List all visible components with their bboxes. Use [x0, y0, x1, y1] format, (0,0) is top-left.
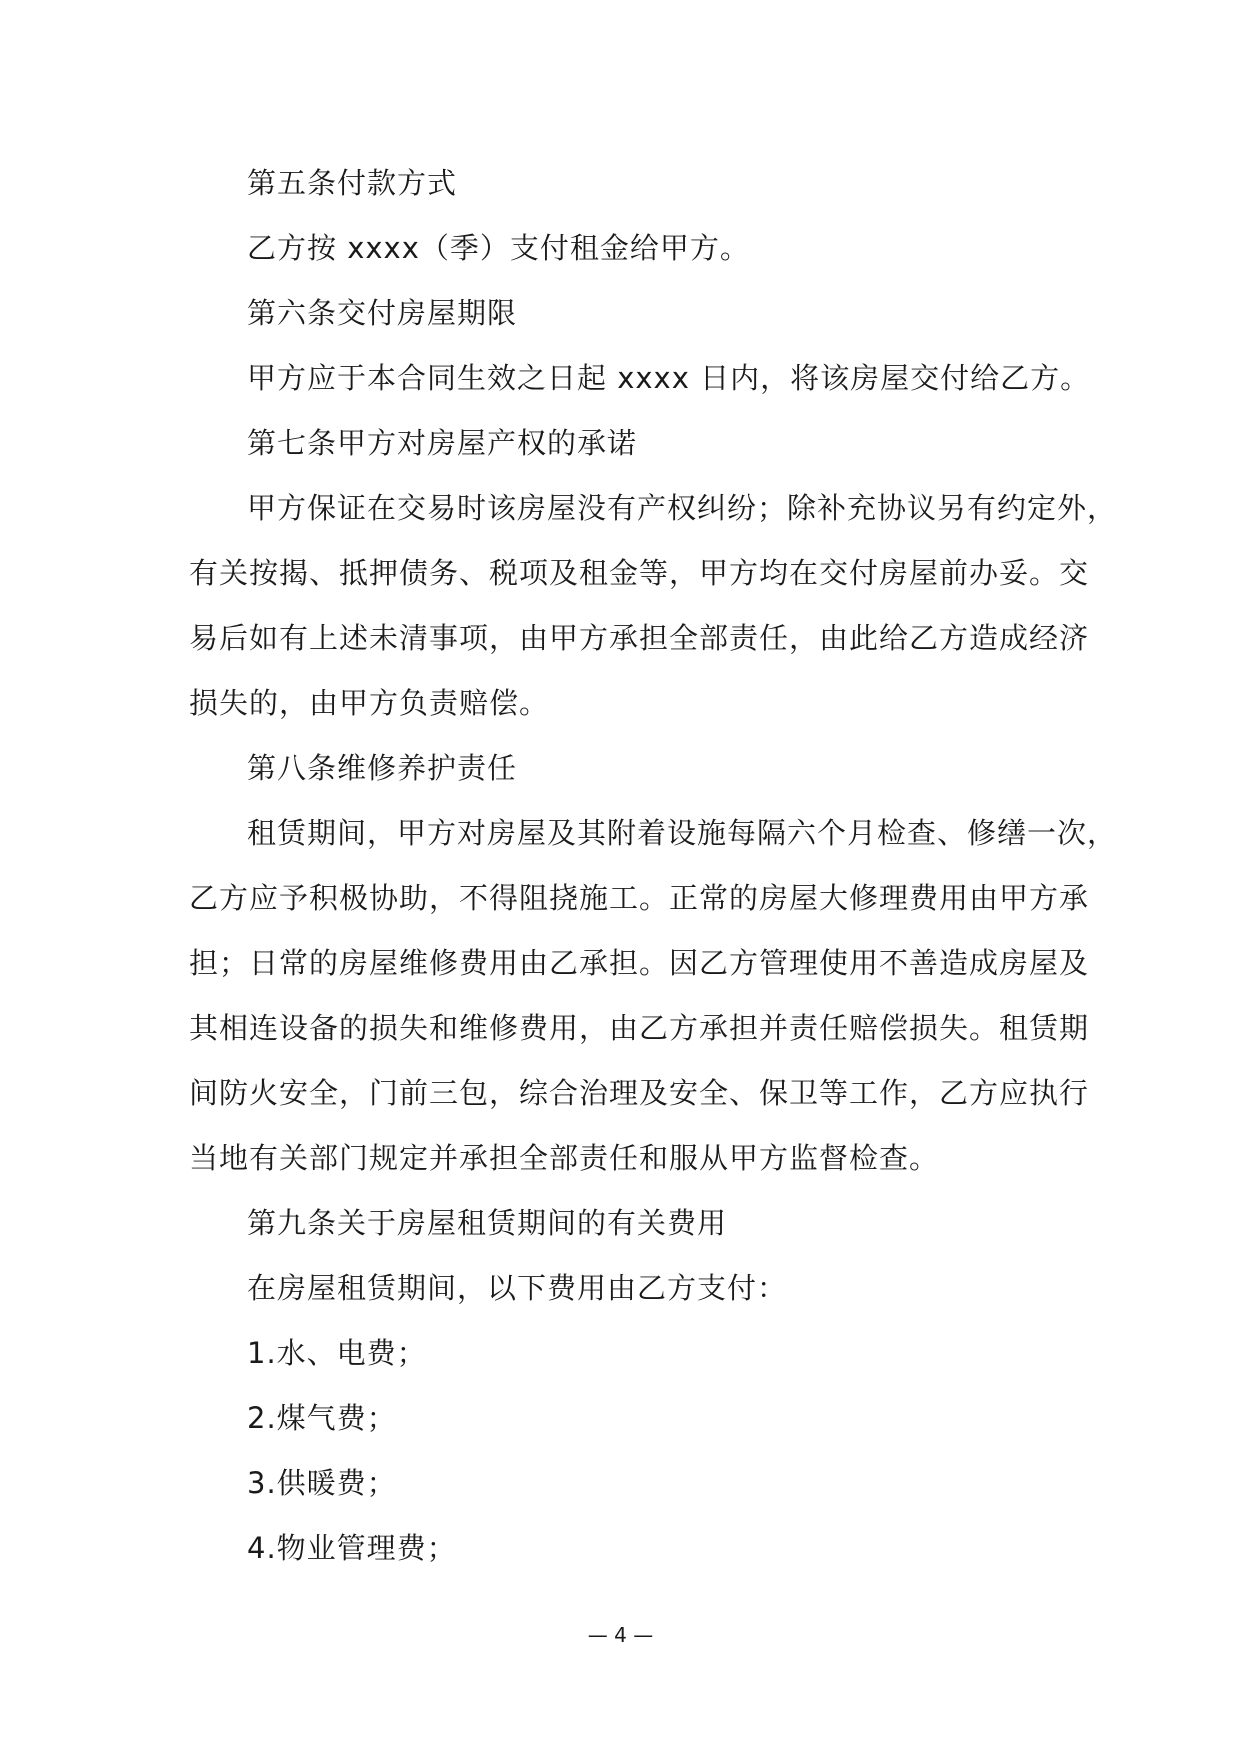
fee-item-1: 1.水、电费；	[247, 1336, 427, 1370]
article-7-text-line-1: 甲方保证在交易时该房屋没有产权纠纷；除补充协议另有约定外，	[247, 491, 1118, 525]
article-7-text-line-4: 损失的，由甲方负责赔偿。	[189, 686, 550, 720]
fee-item-3: 3.供暖费；	[247, 1466, 397, 1500]
article-9-text: 在房屋租赁期间，以下费用由乙方支付：	[247, 1271, 788, 1305]
fee-item-2: 2.煤气费；	[247, 1401, 397, 1435]
article-9-heading: 第九条关于房屋租赁期间的有关费用	[247, 1206, 728, 1240]
article-8-text-line-4: 其相连设备的损失和维修费用，由乙方承担并责任赔偿损失。租赁期	[189, 1011, 1090, 1045]
article-7-text-line-3: 易后如有上述未清事项，由甲方承担全部责任，由此给乙方造成经济	[189, 621, 1090, 655]
article-7-text-line-2: 有关按揭、抵押债务、税项及租金等，甲方均在交付房屋前办妥。交	[189, 556, 1090, 590]
article-8-text-line-1: 租赁期间，甲方对房屋及其附着设施每隔六个月检查、修缮一次，	[247, 816, 1118, 850]
article-8-text-line-6: 当地有关部门规定并承担全部责任和服从甲方监督检查。	[189, 1141, 940, 1175]
article-7-heading: 第七条甲方对房屋产权的承诺	[247, 426, 638, 460]
article-5-text: 乙方按 xxxx（季）支付租金给甲方。	[247, 231, 750, 265]
article-8-text-line-3: 担；日常的房屋维修费用由乙承担。因乙方管理使用不善造成房屋及	[189, 946, 1090, 980]
article-5-heading: 第五条付款方式	[247, 166, 458, 200]
article-8-text-line-5: 间防火安全，门前三包，综合治理及安全、保卫等工作，乙方应执行	[189, 1076, 1090, 1110]
article-6-heading: 第六条交付房屋期限	[247, 296, 518, 330]
fee-item-4: 4.物业管理费；	[247, 1531, 457, 1565]
article-6-text: 甲方应于本合同生效之日起 xxxx 日内，将该房屋交付给乙方。	[247, 361, 1091, 395]
article-8-heading: 第八条维修养护责任	[247, 751, 518, 785]
page-number: — 4 —	[587, 1623, 654, 1647]
article-8-text-line-2: 乙方应予积极协助，不得阻挠施工。正常的房屋大修理费用由甲方承	[189, 881, 1090, 915]
